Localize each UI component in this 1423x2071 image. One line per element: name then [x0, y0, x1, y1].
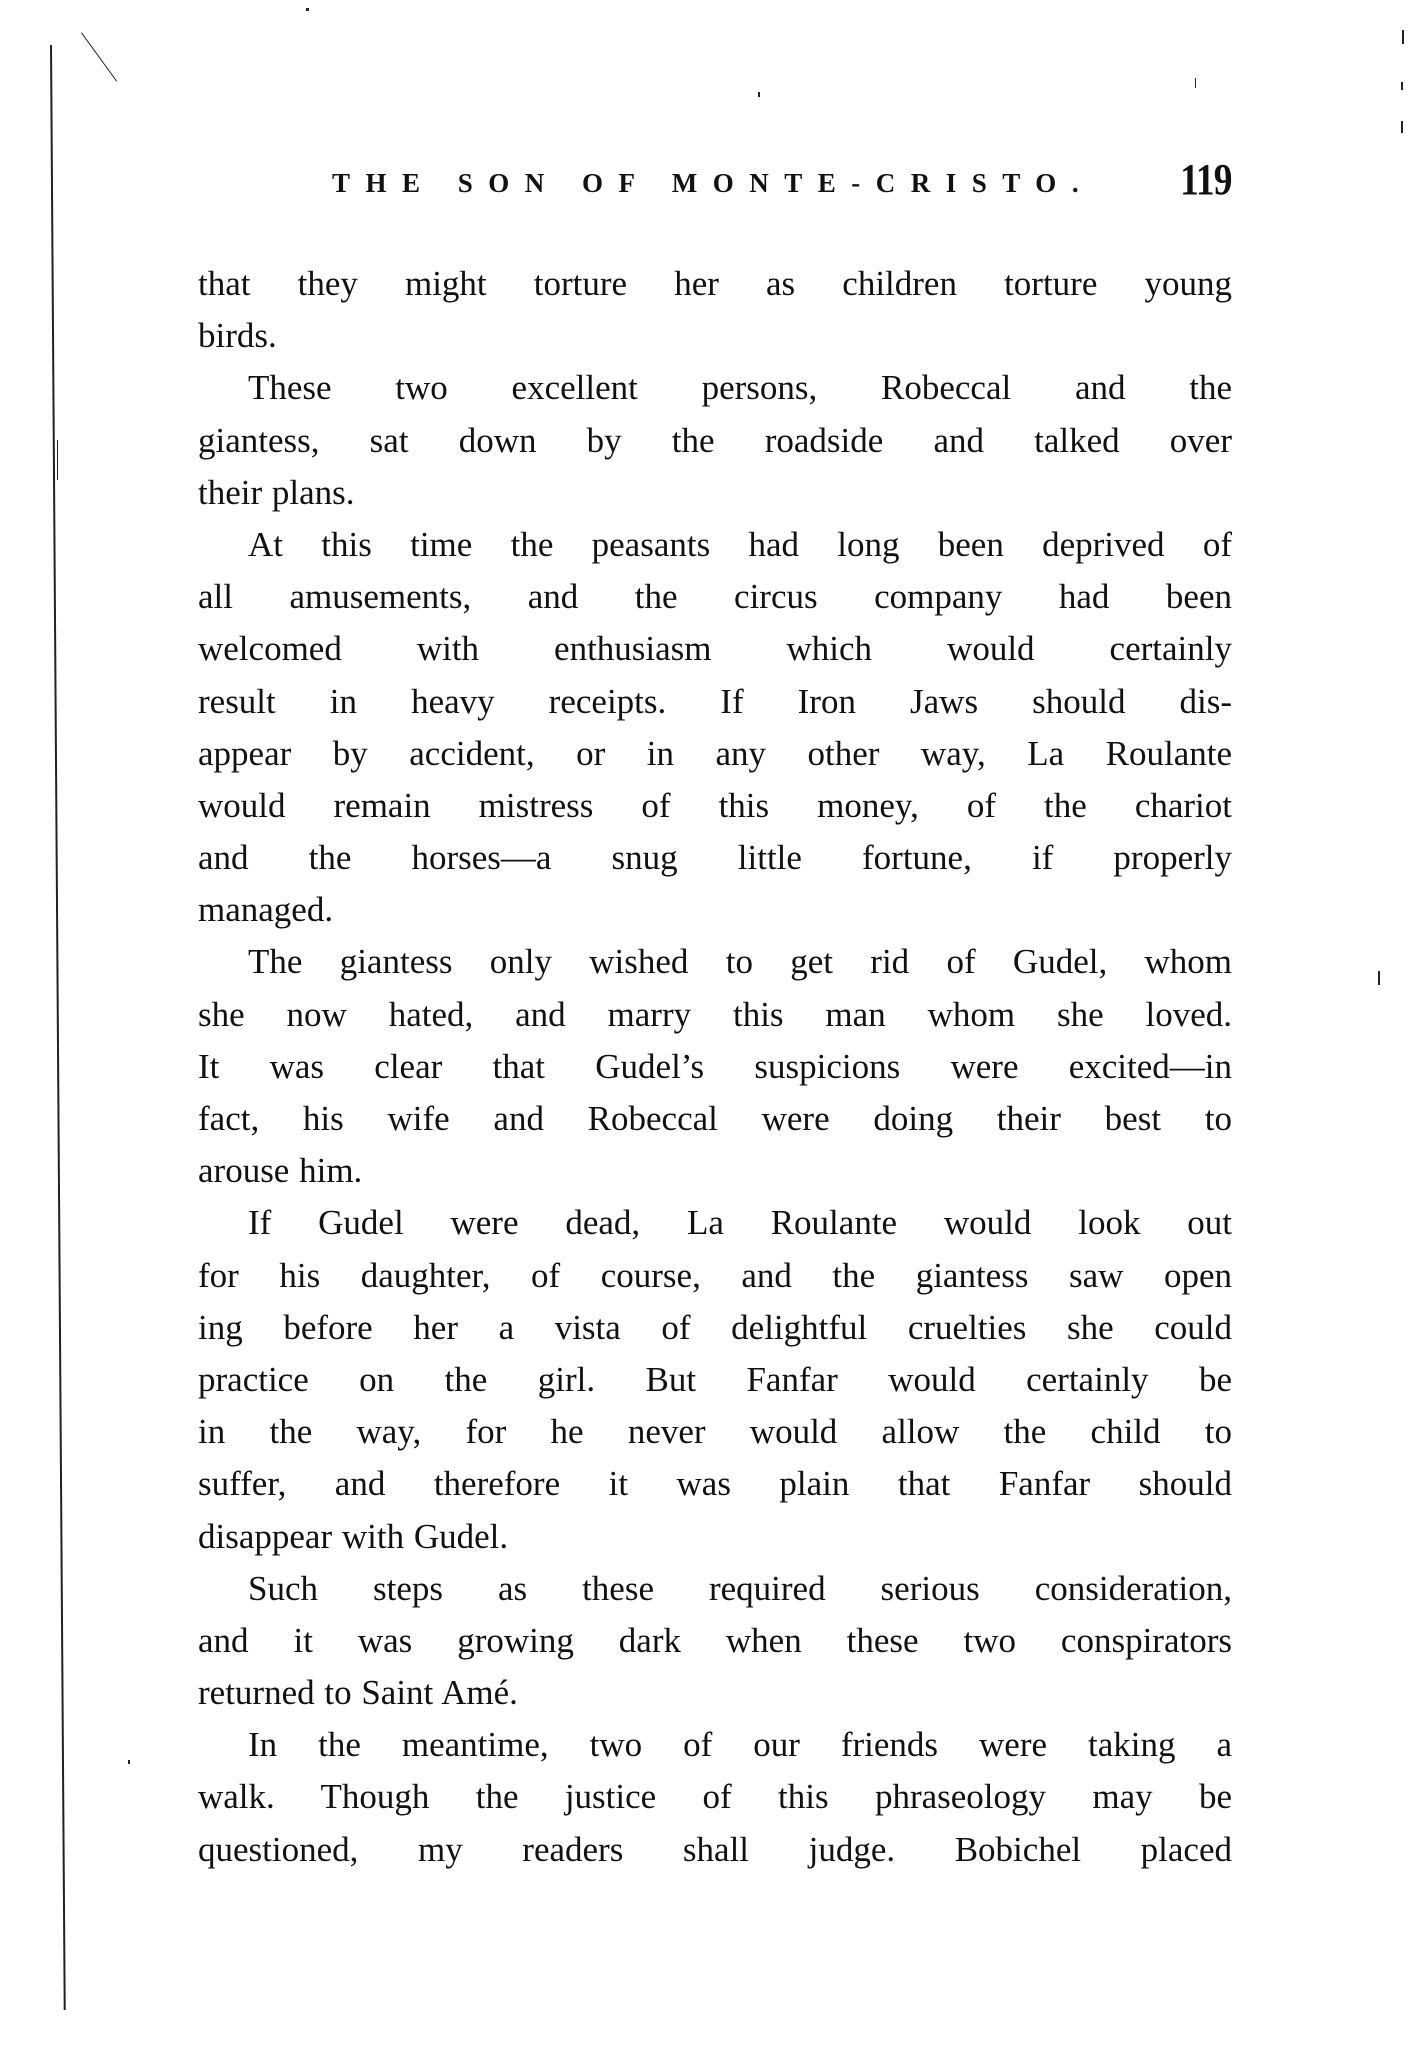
scan-speck [1378, 971, 1380, 985]
text-line: walk. Though the justice of this phraseology may be [198, 1777, 1232, 1817]
scan-speck [1402, 30, 1404, 44]
text-line: all amusements, and the circus company had been [198, 577, 1232, 617]
text-line: suffer, and therefore it was plain that Fanfar should [198, 1464, 1232, 1504]
scan-edge-line [50, 45, 66, 2010]
text-line: and it was growing dark when these two conspirators [198, 1620, 1232, 1660]
text-line: birds. [198, 316, 277, 356]
text-line: managed. [198, 890, 334, 930]
text-line: arouse him. [198, 1151, 363, 1191]
scan-edge-mark [57, 440, 58, 480]
text-line: Such steps as these required serious consideration, [248, 1568, 1232, 1608]
text-line: returned to Saint Amé. [198, 1673, 518, 1713]
text-line: disappear with Gudel. [198, 1516, 509, 1556]
page-number: 119 [1180, 155, 1232, 204]
text-line: practice on the girl. But Fanfar would certainly be [198, 1359, 1232, 1399]
scan-speck [306, 8, 309, 11]
text-line: she now hated, and marry this man whom she loved. [198, 994, 1232, 1034]
scan-speck [128, 1760, 130, 1764]
text-line: The giantess only wished to get rid of Gudel, whom [248, 942, 1232, 982]
text-line: for his daughter, of course, and the giantess saw open [198, 1255, 1232, 1295]
text-line: If Gudel were dead, La Roulante would look out [248, 1203, 1232, 1243]
running-title: THE SON OF MONTE-CRISTO. [332, 168, 1095, 198]
body-text [198, 258, 1232, 1876]
text-line: In the meantime, two of our friends were taking a [248, 1725, 1232, 1765]
scan-speck [758, 92, 760, 97]
text-line: At this time the peasants had long been deprived of [248, 524, 1232, 564]
text-line: It was clear that Gudel’s suspicions were excited—in [198, 1046, 1232, 1086]
text-line: result in heavy receipts. If Iron Jaws should dis- [198, 681, 1232, 721]
text-line: appear by accident, or in any other way, La Roulante [198, 733, 1232, 773]
text-line: and the horses—a snug little fortune, if properly [198, 838, 1232, 878]
text-line: giantess, sat down by the roadside and talked over [198, 420, 1232, 460]
text-line: would remain mistress of this money, of the chariot [198, 785, 1232, 825]
running-header [332, 155, 1232, 204]
scan-diagonal-mark [81, 32, 117, 81]
text-line: questioned, my readers shall judge. Bobichel placed [198, 1829, 1232, 1869]
text-line: These two excellent persons, Robeccal and the [248, 368, 1232, 408]
text-line: welcomed with enthusiasm which would certainly [198, 629, 1232, 669]
scan-speck [1401, 82, 1403, 90]
scan-speck [1195, 78, 1196, 88]
text-line: that they might torture her as children torture young [198, 264, 1232, 303]
text-line: in the way, for he never would allow the child to [198, 1412, 1232, 1452]
text-line: their plans. [198, 472, 355, 512]
text-line: fact, his wife and Robeccal were doing their best to [198, 1099, 1232, 1138]
text-line: ing before her a vista of delightful cruelties she could [198, 1307, 1232, 1347]
scan-speck [1401, 121, 1403, 133]
